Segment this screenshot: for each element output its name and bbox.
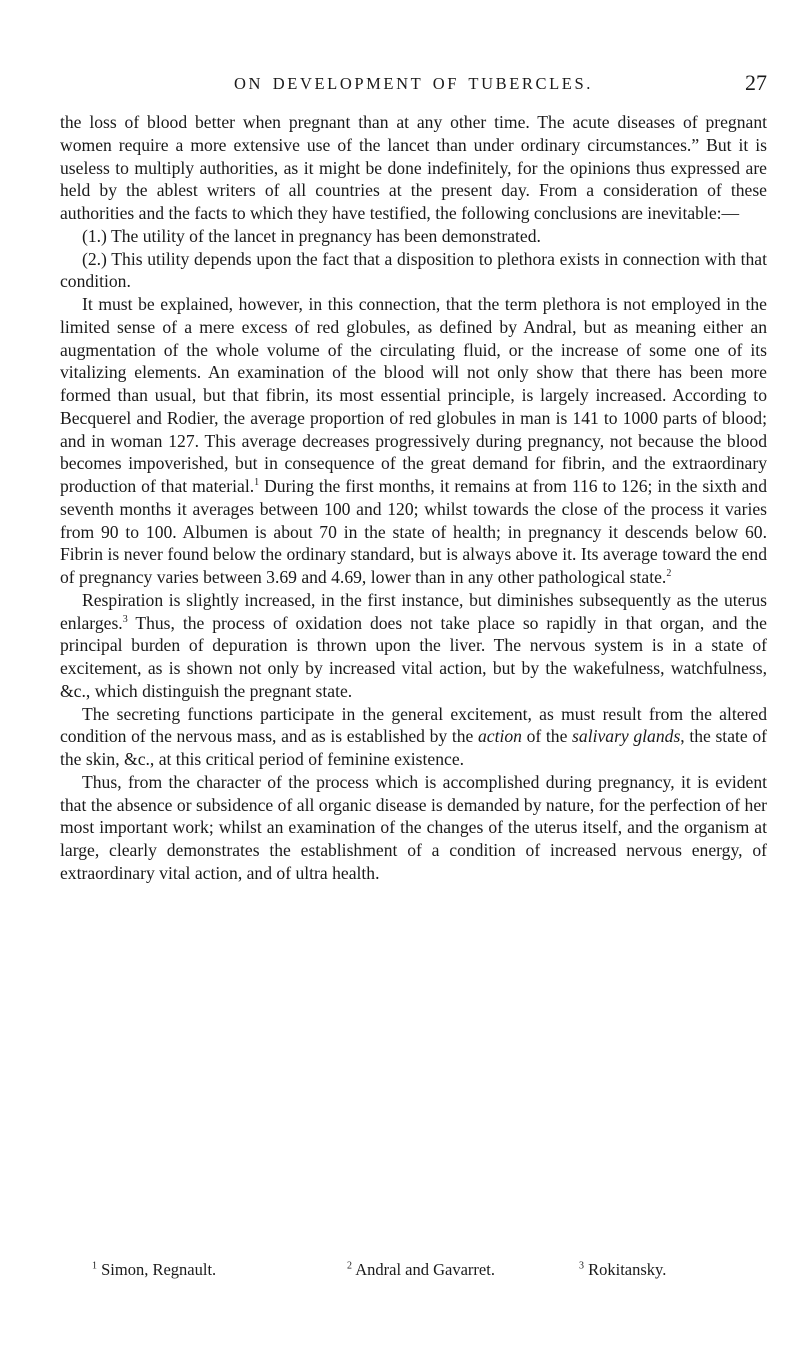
footnote-ref-3: 3 <box>122 613 128 625</box>
footnote-text: Andral and Gavarret. <box>355 1260 495 1279</box>
footnote-3 <box>579 1260 666 1280</box>
paragraph-respiration <box>60 589 767 703</box>
footnote-text: Rokitansky. <box>588 1260 667 1279</box>
conclusion-item-1: (1.) The utility of the lancet in pregnancy has been demonstrated. <box>82 225 541 246</box>
body-text <box>60 111 767 885</box>
footnote-mark: 1 <box>92 1260 97 1272</box>
footnote-ref-1: 1 <box>254 477 260 489</box>
running-title: ON DEVELOPMENT OF TUBERCLES. <box>234 74 593 93</box>
paragraph-text: It must be explained, however, in this connection, that the term plethora is not employed in the limited sense of a mere excess of red globules, as defined by Andral, but as meaning either an augmentation of the whole volume of the circulating fluid, or the increase of some one of its vitalizing elements. An examination of the blood will not only show that there has been more formed than usual, but that fibrin, its most essential principle, is largely increased. According to Becquerel and Rodier, the average proportion of red globules in man is 141 to 1000 parts of blood; and in woman 127. This average decreases progressively during pregnancy, not because the blood becomes impoverished, but in consequence of the great demand for fibrin, and the extraordinary production of that material. <box>60 294 767 496</box>
paragraph-plethora <box>60 293 767 589</box>
paragraph-secreting <box>60 703 767 771</box>
emphasis-salivary-glands: salivary glands <box>572 726 681 747</box>
footnote-text: Simon, Regnault. <box>101 1260 217 1279</box>
emphasis-action: action <box>477 726 522 747</box>
paragraph-text: of the <box>521 726 573 747</box>
paragraph-text: Thus, the process of oxidation does not take place so rapidly in that organ, and the principal burden of depuration is thrown upon the liver. The nervous system is in a state of excitement, as is shown not only by increased vital action, but by the wakefulness, watchfulness, &c., which distinguish the pregnant state. <box>60 612 767 701</box>
footnotes <box>92 1260 772 1280</box>
paragraph-text: Respiration is slightly increased, in the first instance, but diminishes subsequently as the uterus enlarges. <box>60 589 767 633</box>
paragraph-continuation: the loss of blood better when pregnant than at any other time. The acute diseases of pregnant women require a more extensive use of the lancet than under ordinary circumstances.” But it is useless to multiply authorities, as it might be done indefinitely, for the opinions thus expressed are held by the ablest writers of all countries at the present day. From a consideration of these authorities and the facts to which they have testified, the following conclusions are inevitable:— <box>60 112 767 223</box>
footnote-1 <box>92 1260 347 1280</box>
paragraph-text: The secreting functions participate in the general excitement, as must result from the altered condition of the nervous mass, and as is established by the <box>60 703 767 747</box>
footnote-mark: 2 <box>347 1260 352 1272</box>
footnote-ref-2: 2 <box>666 568 672 580</box>
paragraph-text: , the state of the skin, &c., at this critical period of feminine existence. <box>60 726 767 769</box>
paragraph-text: During the first months, it remains at from 116 to 126; in the sixth and seventh months it averages between 100 and 120; whilst towards the close of the process it varies from 90 to 100. Albumen is about 70 in the state of health; in pregnancy it descends below 60. Fibrin is never found below the ordinary standard, but is always above it. Its average toward the end of pregnancy varies between 3.69 and 4.69, lower than in any other pathological state. <box>60 476 767 587</box>
page-number: 27 <box>745 70 767 95</box>
running-head <box>60 70 767 104</box>
footnote-mark: 3 <box>579 1260 584 1272</box>
conclusion-item-2: (2.) This utility depends upon the fact that a disposition to plethora exists in connection with that condition. <box>60 248 767 292</box>
paragraph-conclusion: Thus, from the character of the process which is accomplished during pregnancy, it is evident that the absence or subsidence of all organic disease is demanded by nature, for the perfection of her most important work; whilst an examination of the changes of the uterus itself, and the organism at large, clearly demonstrates the establishment of a condition of increased nervous energy, of extraordinary vital action, and of ultra health. <box>60 771 767 883</box>
footnote-2 <box>347 1260 579 1280</box>
